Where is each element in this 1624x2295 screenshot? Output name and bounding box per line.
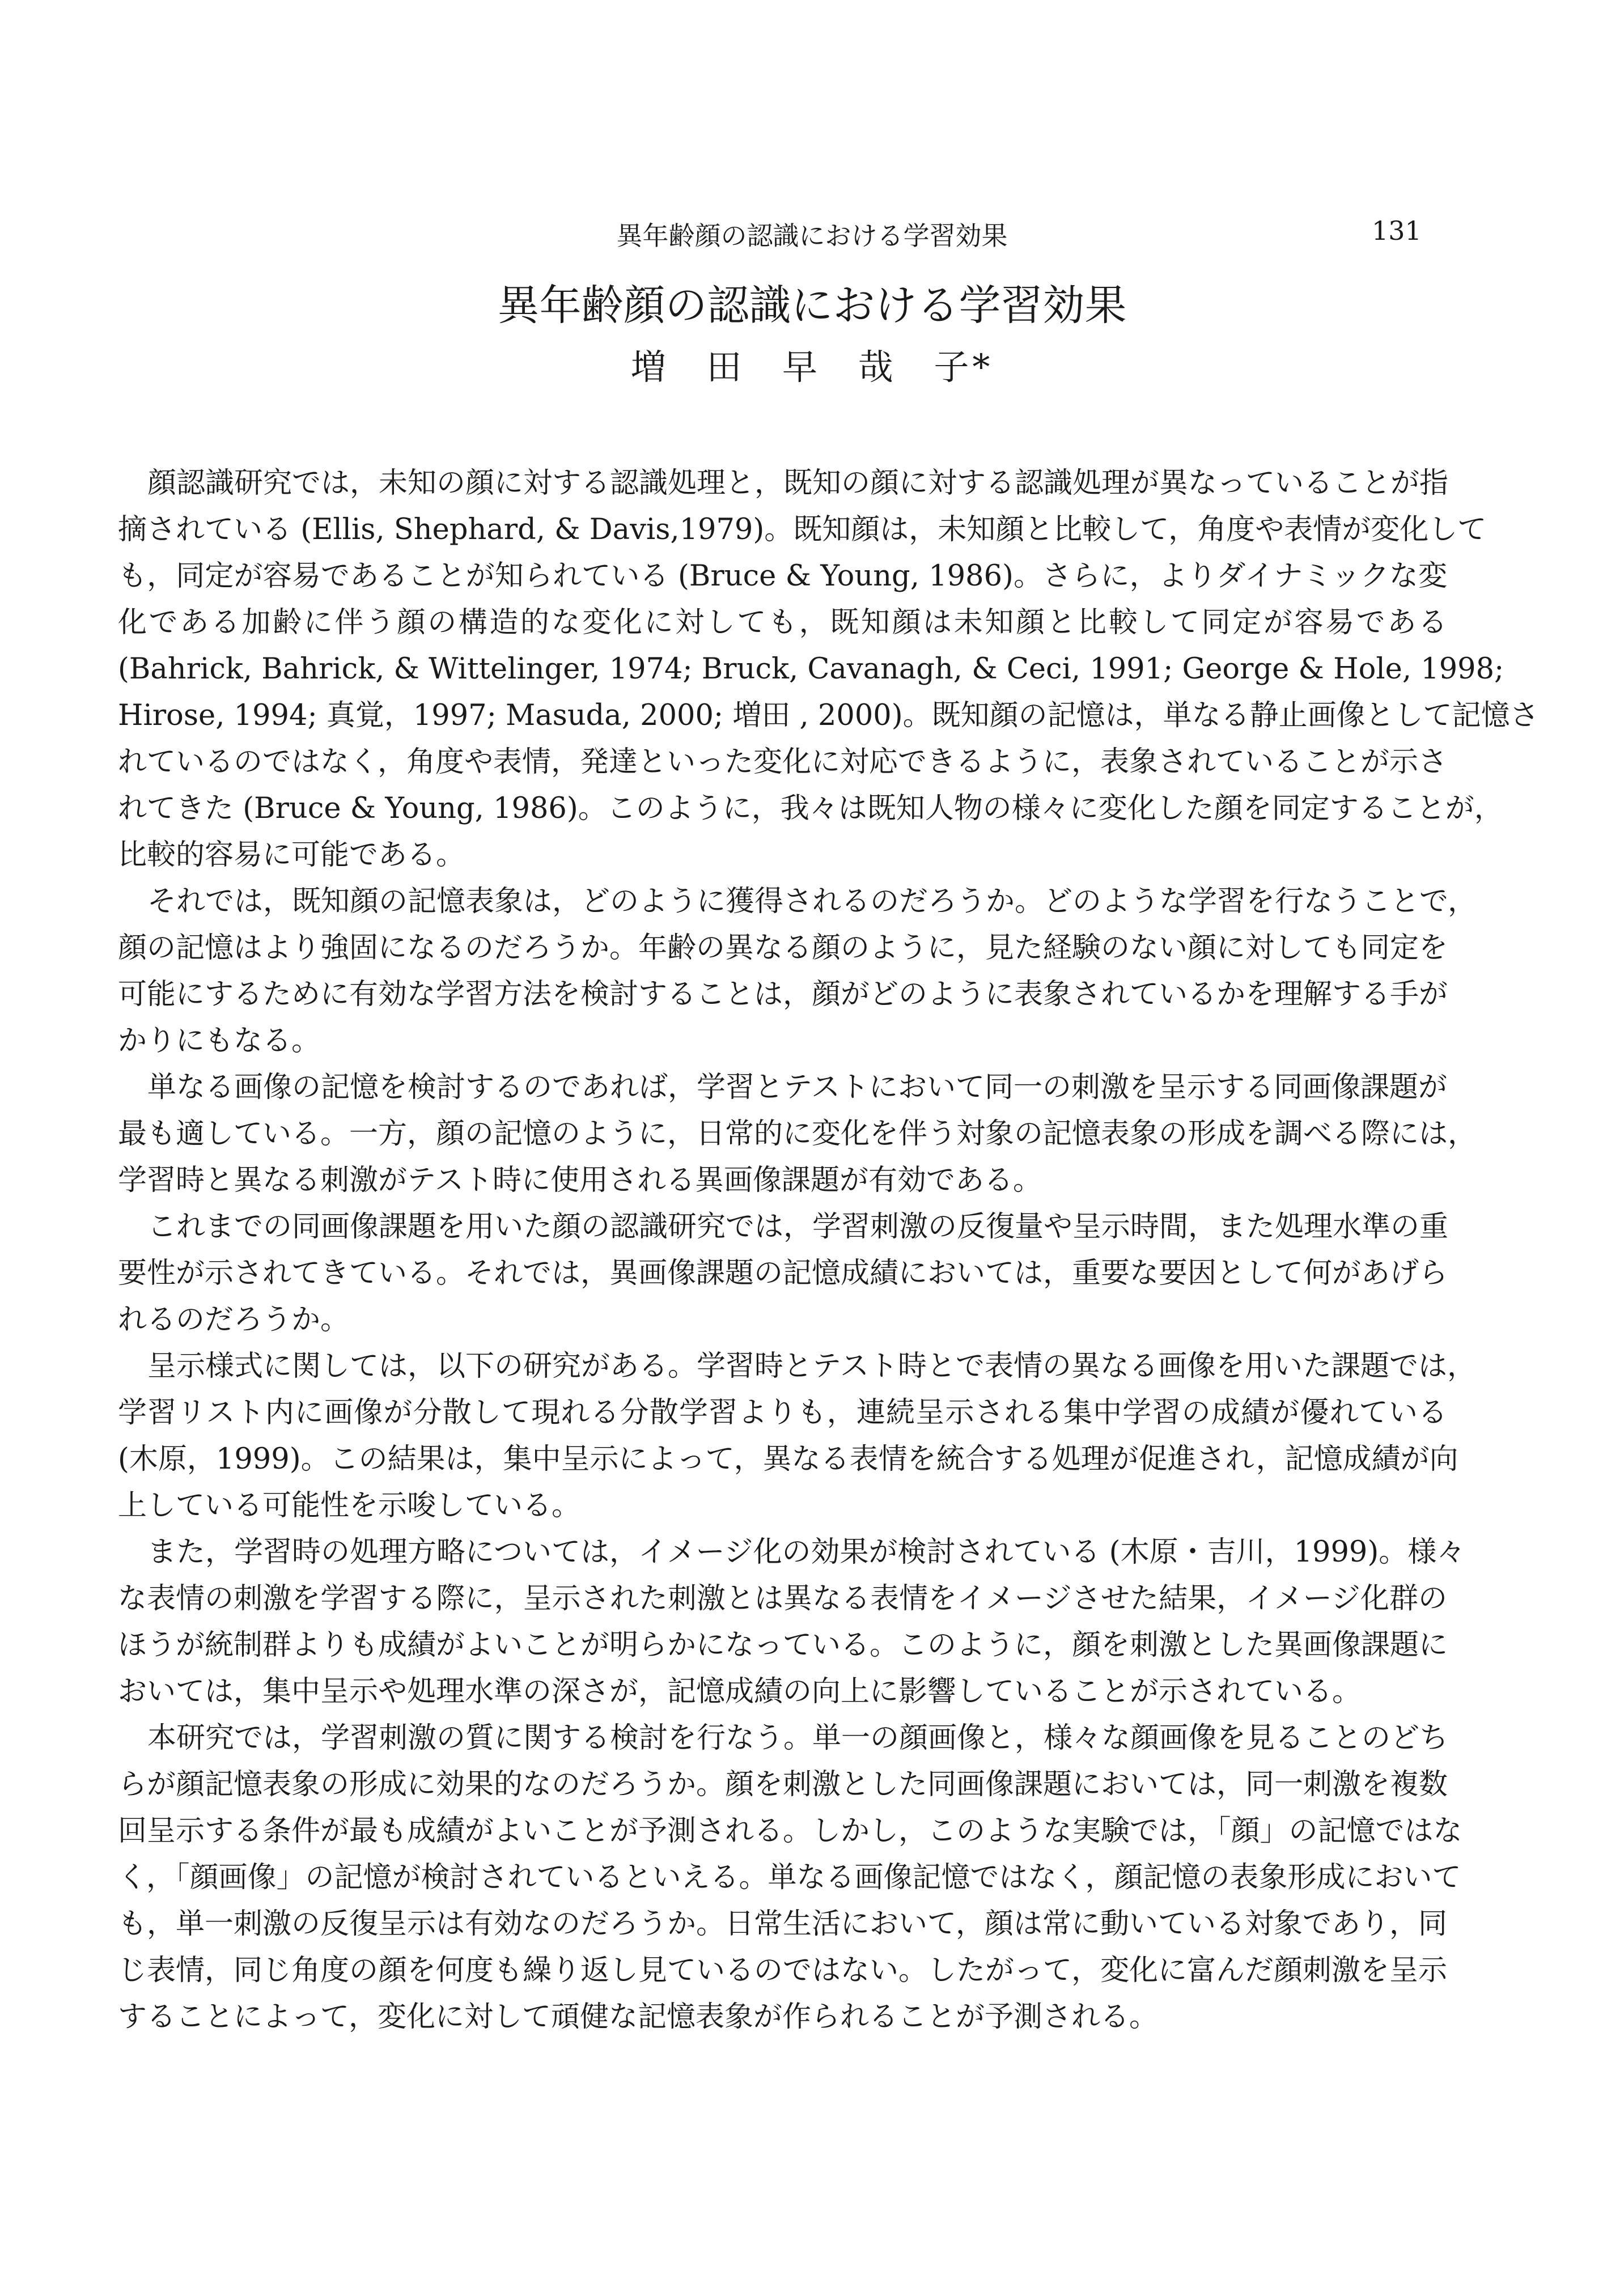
text-line: 回呈示する条件が最も成績がよいことが予測される。しかし，このような実験では，「顔」の記憶ではな [118,1814,1462,1848]
text-line: 顔認識研究では，未知の顔に対する認識処理と，既知の顔に対する認識処理が異なっていることが指 [147,466,1449,500]
text-line: (Bahrick, Bahrick, & Wittelinger, 1974; Bruck, Cavanagh, & Ceci, 1991; George & Hole, 1998; [118,652,1504,686]
text-line: も，同定が容易であることが知られている (Bruce & Young, 1986)。さらに，よりダイナミックな変 [118,559,1447,593]
text-line: く，「顔画像」の記憶が検討されているといえる。単なる画像記憶ではなく，顔記憶の表象形成において [118,1861,1461,1894]
text-line: 学習リスト内に画像が分散して現れる分散学習よりも，連続呈示される集中学習の成績が優れている [118,1396,1447,1429]
paragraph [118,879,1477,1064]
text-line: Hirose, 1994; 真覚，1997; Masuda, 2000; 増田 , 2000)。既知顔の記憶は，単なる静止画像として記憶さ [118,699,1539,732]
text-line: じ表情，同じ角度の顔を何度も繰り返し見ているのではない。したがって，変化に富んだ顔刺激を呈示 [118,1954,1447,1987]
text-line: 要性が示されてきている。それでは，異画像課題の記憶成績においては，重要な要因として何があげら [118,1257,1448,1290]
running-head: 異年齢顔の認識における学習効果 [616,220,1008,251]
text-line: 最も適している。一方，顔の記憶のように，日常的に変化を伴う対象の記憶表象の形成を調べる際には， [118,1117,1477,1151]
text-line: れているのではなく，角度や表情，発達といった変化に対応できるように，表象されていることが示さ [118,745,1447,779]
text-line: も，単一刺激の反復呈示は有効なのだろうか。日常生活において，顔は常に動いている対象であり，同 [118,1907,1447,1941]
paragraph [118,1343,1476,1529]
text-line: かりにもなる。 [118,1024,321,1058]
paragraph [118,1529,1466,1715]
text-line: おいては，集中呈示や処理水準の深さが，記憶成績の向上に影響していることが示されている。 [118,1675,1362,1708]
paragraph [118,1715,1462,2041]
text-line: れるのだろうか。 [118,1303,350,1337]
text-line: 顔の記憶はより強固になるのだろうか。年齢の異なる顔のように，見た経験のない顔に対しても同定を [118,931,1448,965]
author-name: 増 田 早 哉 子* [630,346,994,388]
text-line: 呈示様式に関しては，以下の研究がある。学習時とテスト時とで表情の異なる画像を用いた課題では， [147,1350,1476,1383]
text-line: (木原，1999)。この結果は，集中呈示によって，異なる表情を統合する処理が促進され，記憶成績が向 [118,1443,1458,1476]
text-line: 可能にするために有効な学習方法を検討することは，顔がどのように表象されているかを理解する手が [118,978,1448,1011]
text-line: また，学習時の処理方略については，イメージ化の効果が検討されている (木原・吉川，1999)。様々 [147,1535,1466,1569]
text-line: 単なる画像の記憶を検討するのであれば，学習とテストにおいて同一の刺激を呈示する同画像課題が [147,1071,1447,1104]
text-line: それでは，既知顔の記憶表象は，どのように獲得されるのだろうか。どのような学習を行なうことで， [147,885,1477,918]
text-line: れてきた (Bruce & Young, 1986)。このように，我々は既知人物の様々に変化した顔を同定することが， [118,792,1503,825]
text-line: な表情の刺激を学習する際に，呈示された刺激とは異なる表情をイメージさせた結果，イメージ化群の [118,1582,1447,1615]
paragraph [118,1064,1477,1204]
paper-title: 異年齢顔の認識における学習効果 [497,281,1127,330]
text-line: らが顔記憶表象の形成に効果的なのだろうか。顔を刺激とした同画像課題においては，同一刺激を複数 [118,1768,1448,1801]
text-line: 摘されている (Ellis, Shephard, & Davis,1979)。既知顔は，未知顔と比較して，角度や表情が変化して [118,513,1487,546]
text-line: 本研究では，学習刺激の質に関する検討を行なう。単一の顔画像と，様々な顔画像を見ることのどち [147,1721,1449,1755]
text-line: ほうが統制群よりも成績がよいことが明らかになっている。このように，顔を刺激とした異画像課題に [118,1628,1448,1662]
paragraph [118,1204,1447,1343]
text-line: 化である加齢に伴う顔の構造的な変化に対しても，既知顔は未知顔と比較して同定が容易である [118,606,1447,639]
text-line: 上している可能性を示唆している。 [118,1489,581,1522]
text-line: 比較的容易に可能である。 [118,838,465,872]
body-text [118,460,1539,2041]
text-line: することによって，変化に対して頑健な記憶表象が作られることが予測される。 [118,2000,1158,2034]
text-line: これまでの同画像課題を用いた顔の認識研究では，学習刺激の反復量や呈示時間，また処理水準の重 [147,1210,1449,1244]
text-line: 学習時と異なる刺激がテスト時に使用される異画像課題が有効である。 [118,1164,1042,1197]
page-number: 131 [1372,215,1422,246]
paragraph [118,460,1539,879]
